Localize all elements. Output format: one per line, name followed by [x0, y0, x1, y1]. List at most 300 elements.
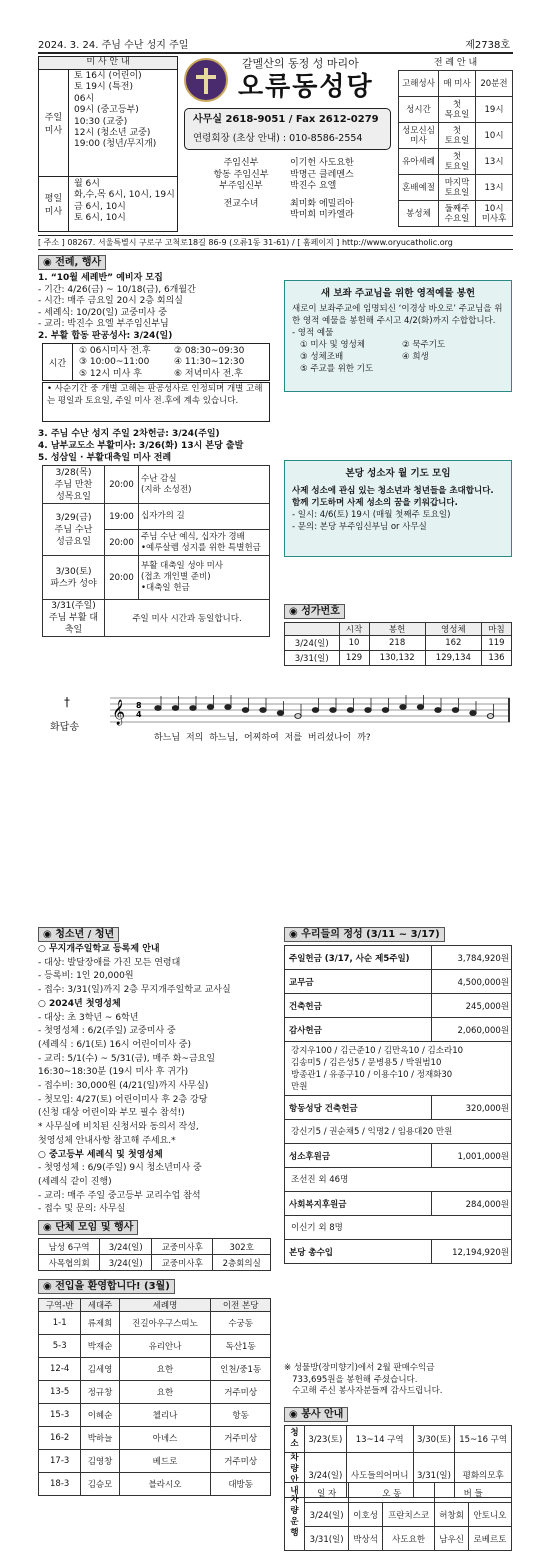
newcomer-cell: 17-3 [39, 1450, 81, 1473]
spiritual-offering-item: ⑤ 주교를 위한 기도 [300, 364, 374, 374]
group-cell: 교중미사후 [152, 1255, 213, 1271]
service-heading-text: 봉사 안내 [301, 1409, 344, 1420]
offering-amount: 1,001,000원 [432, 1144, 512, 1168]
triduum-desc: 수난 감실 (지하 소성전) [139, 466, 270, 504]
triduum-time: 20:00 [105, 466, 139, 504]
car-guide-label: 차량 안내 [285, 1453, 305, 1498]
triduum-row [43, 556, 270, 600]
triduum-row [43, 466, 270, 504]
hymn-cell: 3/24(일) [285, 636, 340, 651]
staff-row [200, 158, 354, 170]
offering-row [285, 1216, 512, 1240]
offering-label: 본당 총수입 [285, 1240, 432, 1264]
offering-donors: 조선진 외 46명 [285, 1168, 512, 1192]
group-cell: 3/24(일) [100, 1255, 152, 1271]
svg-text:8: 8 [136, 701, 142, 710]
drive-cell: 안토니오 [468, 1503, 511, 1527]
newcomer-cell: 박하늘 [81, 1427, 119, 1450]
newcomer-cell: 김승모 [81, 1473, 119, 1496]
psalm-lyrics: 하느님 저의 하느님, 어찌하여 저를 버리셨나이 까? [154, 733, 371, 743]
newcomer-cell: 베드로 [119, 1450, 211, 1473]
drive-cell: 박상석 [349, 1527, 383, 1551]
rite-cell: 고해성사 [399, 71, 439, 97]
youth-line: - 대상: 발달장애를 가진 모든 연령대 [38, 957, 181, 968]
rites-title: 전 례 안 내 [433, 58, 478, 68]
youth-line: * 사무실에 비치된 신청서와 동의서 작성, [38, 1122, 199, 1133]
staff-role [200, 210, 282, 222]
hymn-row [285, 636, 512, 651]
hymn-cell: 119 [481, 636, 511, 651]
confession-note: • 사순기간 중 개별 고해는 판공성사로 인정되며 개별 고해는 평일과 토요일, 주일 미사 전.후에 계속 있습니다. [42, 382, 270, 422]
newcomer-cell: 첼리나 [119, 1404, 211, 1427]
group-cell: 3/24(일) [100, 1239, 152, 1255]
drive-header-row [285, 1483, 512, 1503]
youth-line: 첫영성체 안내사항 참고해 주세요.* [38, 1135, 176, 1146]
liturgy-more [38, 428, 243, 464]
sunday-mass-line: 09시 (중고등부) [74, 105, 139, 116]
confession-slot: ③ 10:00~11:00 [79, 357, 150, 368]
groups-heading-text: 단체 모임 및 행사 [55, 1222, 134, 1233]
triduum-desc: 주님 수난 예식, 십자가 경배 •예루살렘 성지를 위한 특별헌금 [139, 530, 270, 556]
triduum-time: 19:00 [105, 504, 139, 530]
hymn-col-header: 마침 [481, 623, 511, 636]
hymn-cell: 129 [339, 651, 369, 666]
spiritual-offering-title: 새 보좌 주교님을 위한 영적예물 봉헌 [320, 288, 476, 299]
groups-table [38, 1238, 271, 1271]
youth-line: (신청 대상 어린이와 부모 필수 참석!) [38, 1108, 185, 1119]
youth-line: - 접수: 3/31(일)까지 2층 무지개주일학교 교사실 [38, 985, 231, 996]
drive-col-header: 일 자 [305, 1483, 349, 1503]
group-row [39, 1255, 271, 1271]
car-guide-value: 사도들의어머니 [346, 1453, 413, 1498]
newcomer-cell: 항동 [211, 1404, 271, 1427]
drive-cell: 남우신 [435, 1527, 469, 1551]
mass-guide [38, 56, 178, 232]
triduum-row [43, 600, 270, 637]
youth-line: - 첫모임: 4/27(토) 어린이미사 후 2층 강당 [38, 1094, 208, 1105]
triduum-time: 20:00 [105, 530, 139, 556]
triduum-desc: 부활 대축일 성야 미사 (접초 개인별 준비) •대축일 헌금 [139, 556, 270, 600]
triduum-row [43, 504, 270, 530]
offering-label: 주일헌금 (3/17, 사순 제5주일) [285, 946, 432, 970]
groups-heading: ◉ 단체 모임 및 행사 [38, 1220, 138, 1235]
confession-slot: ⑥ 저녁미사 전.후 [174, 368, 243, 379]
drive-col-header: 버 들 [435, 1483, 512, 1503]
confession-slots [79, 346, 269, 380]
weekday-mass-times [74, 179, 175, 225]
rite-row [399, 97, 513, 123]
offering-label: 성소후원금 [285, 1144, 432, 1168]
hymn-col-header [285, 623, 340, 636]
group-cell: 2층회의실 [213, 1255, 271, 1271]
newcomer-cell: 거주미상 [211, 1450, 271, 1473]
issue-number: 제2738호 [465, 40, 510, 51]
page-2 [0, 780, 550, 1560]
car-guide-value: 평화의모후 [455, 1453, 512, 1498]
weekday-mass-label: 평일 미사 [39, 176, 69, 231]
note-head [400, 705, 406, 710]
liturgy-line: - 시간: 매주 금요일 20시 2층 회의실 [38, 296, 183, 307]
newcomer-cell: 인천/중1동 [211, 1358, 271, 1381]
newcomer-cell: 12-4 [39, 1358, 81, 1381]
offering-amount: 245,000원 [432, 994, 512, 1018]
offering-amount: 12,194,920원 [432, 1240, 512, 1264]
newcomer-cell: 수궁동 [211, 1312, 271, 1335]
offering-amount: 3,784,920원 [432, 946, 512, 970]
vocation-prayer-title: 본당 성소자 월 기도 모임 [345, 468, 451, 479]
offering-label: 감사헌금 [285, 1018, 432, 1042]
newcomer-cell: 요한 [119, 1358, 211, 1381]
newcomer-cell: 정규창 [81, 1381, 119, 1404]
newcomer-cell: 1-1 [39, 1312, 81, 1335]
newcomer-cell: 블라시오 [119, 1473, 211, 1496]
note-head [225, 705, 231, 710]
staff-name: 박명근 클레멘스 [290, 169, 354, 180]
rite-cell: 마지막 토요일 [439, 175, 476, 201]
newcomer-cell: 13-5 [39, 1381, 81, 1404]
drive-cell: 사도요한 [382, 1527, 434, 1551]
drive-label: 차량 운행 [285, 1483, 305, 1551]
confession-slot: ④ 11:30~12:30 [174, 357, 245, 368]
newcomer-cell: 거주미상 [211, 1427, 271, 1450]
note-head [470, 711, 476, 716]
newcomer-row [39, 1312, 271, 1335]
confession-label: 시간 [43, 344, 73, 380]
newcomer-row [39, 1427, 271, 1450]
offering-row [285, 1192, 512, 1216]
liturgy-line: - 교리: 박진수 요엘 부주임신부님 [38, 319, 169, 330]
staff-role: 주임신부 [223, 158, 259, 168]
note-head [417, 705, 423, 710]
newcomer-cell: 대방동 [211, 1473, 271, 1496]
rite-row [399, 149, 513, 175]
triduum-desc: 십자가의 길 [139, 504, 270, 530]
group-cell: 302호 [213, 1239, 271, 1255]
group-cell: 사목협의회 [39, 1255, 100, 1271]
psalm-label: 화답송 [50, 722, 79, 733]
drive-col-header: 오 동 [349, 1483, 435, 1503]
note-head [312, 708, 318, 713]
youth-line: (세례식 같이 진행) [38, 1176, 112, 1187]
hymn-cell: 218 [369, 636, 425, 651]
note-head [277, 711, 283, 716]
staff-list [200, 158, 354, 222]
note-head [452, 708, 458, 713]
offering-label: 교무금 [285, 970, 432, 994]
youth-line: - 접수 및 문의: 사무실 [38, 1204, 126, 1215]
address-bar: [ 주소 ] 08267. 서울특별시 구로구 고척로18길 86-9 (오류1동 31-61) / [ 홈페이지 ] http://www.oryucatholic.org [38, 235, 513, 250]
triduum-day: 3/28(목) 주님 만찬 성목요일 [43, 466, 105, 504]
rite-cell: 13시 [476, 175, 513, 201]
offering-table [284, 945, 512, 1264]
newcomer-cell: 박재순 [81, 1335, 119, 1358]
newcomer-cell: 김세영 [81, 1358, 119, 1381]
offering-row [285, 1096, 512, 1120]
drive-cell: 프란치스코 [382, 1503, 434, 1527]
drive-cell: 3/31(일) [305, 1527, 349, 1551]
youth-line: ○ 중고등부 세례식 및 첫영성체 [38, 1149, 163, 1160]
liturgy-line: - 세례식: 10/20(일) 교중미사 중 [38, 307, 167, 318]
newcomers-col-header: 구역-반 [39, 1299, 81, 1312]
psalm-staff [110, 690, 512, 730]
offering-row [285, 1042, 512, 1096]
offering-amount: 320,000원 [432, 1096, 512, 1120]
newcomers-heading: ◉ 전입을 환영합니다! (3월) [38, 1279, 175, 1294]
triduum-table [42, 465, 270, 637]
note-head [435, 708, 441, 713]
staff-role: 항동 주임신부 [213, 169, 269, 180]
newcomer-row [39, 1358, 271, 1381]
office-phone: 사무실 2618-9051 / Fax 2612-0279 [193, 114, 379, 125]
rite-cell: 10시 [476, 123, 513, 149]
offering-label: 건축헌금 [285, 994, 432, 1018]
newcomer-row [39, 1335, 271, 1358]
confession-slot: ⑤ 12시 미사 후 [79, 368, 142, 379]
hymn-heading-text: 성가번호 [301, 606, 340, 617]
note-head [347, 708, 353, 713]
cleaning-date: 3/30(토) [413, 1426, 455, 1453]
newcomers-header-row [39, 1299, 271, 1312]
car-guide-date: 3/24(일) [305, 1453, 347, 1498]
newcomer-cell: 김영창 [81, 1450, 119, 1473]
cleaning-label: 청소 [285, 1426, 305, 1453]
newcomer-cell: 18-3 [39, 1473, 81, 1496]
offering-row [285, 994, 512, 1018]
youth-heading-text: 청소년 / 청년 [55, 929, 115, 940]
drive-cell: 로베르토 [468, 1527, 511, 1551]
newcomer-cell: 이혜순 [81, 1404, 119, 1427]
offering-heading-text: 우리들의 정성 (3/11 ~ 3/17) [301, 929, 440, 940]
rite-row [399, 201, 513, 227]
confession-slot: ① 06시미사 전.후 [79, 346, 151, 356]
spiritual-offering-item: ② 묵주기도 [402, 340, 446, 350]
newcomer-row [39, 1404, 271, 1427]
liturgy-line: 2. 부활 합동 판공성사: 3/24(일) [38, 330, 173, 341]
hymn-col-header: 시작 [339, 623, 369, 636]
sunday-mass-line: 12시 (청소년 교중) [74, 128, 151, 139]
cleaning-value: 13~14 구역 [346, 1426, 413, 1453]
cross-mark: † [64, 695, 70, 709]
sunday-mass-line: 06시 [74, 93, 95, 104]
hymn-cell: 162 [425, 636, 481, 651]
staff-name: 최미화 에밀리아 [290, 198, 354, 209]
youth-line: - 등록비: 1인 20,000원 [38, 971, 134, 982]
offering-donors: 이신기 외 8명 [285, 1216, 512, 1240]
spiritual-offering-list-head: - 영적 예물 [292, 328, 334, 338]
sunday-mass-label: 주일 미사 [39, 70, 69, 176]
staff-row [200, 170, 354, 182]
newcomer-cell: 독산1동 [211, 1335, 271, 1358]
hymn-row [285, 651, 512, 666]
service-heading: ◉ 봉사 안내 [284, 1407, 348, 1422]
rite-cell: 19시 [476, 97, 513, 123]
rite-cell: 매 미사 [439, 71, 476, 97]
youth-line: 16:30~18:30분 (19시 미사 후 귀가) [38, 1067, 189, 1078]
note-head [242, 708, 248, 713]
youth-line: - 교리: 매주 주일 중고등부 교리수업 참석 [38, 1190, 201, 1201]
confession-slot: ② 08:30~09:30 [174, 346, 245, 356]
spiritual-offering-item: ④ 희생 [402, 352, 429, 362]
offering-donors: 강신기5 / 권순채5 / 익명2 / 임용대20 만원 [285, 1120, 512, 1144]
liturgy-more-line: 3. 주님 수난 성지 주일 2차헌금: 3/24(주일) [38, 429, 220, 439]
offering-heading: ◉ 우리들의 정성 (3/11 ~ 3/17) [284, 927, 445, 942]
note-head [207, 705, 213, 710]
rite-cell: 혼배예절 [399, 175, 439, 201]
youth-line: - 첫영성체 : 6/9(주일) 9시 청소년미사 중 [38, 1163, 202, 1174]
youth-line: ○ 2024년 첫영성체 [38, 998, 121, 1009]
note-head [190, 706, 196, 711]
spiritual-offering-item: ③ 성체조배 [300, 352, 344, 362]
sunday-mass-line: 10:30 (교중) [74, 116, 128, 127]
weekday-mass-line: 화,수,목 6시, 10시, 19시 [74, 190, 175, 201]
newcomers-col-header: 세례명 [119, 1299, 211, 1312]
newcomer-cell: 5-3 [39, 1335, 81, 1358]
offering-row [285, 1018, 512, 1042]
hymn-col-header: 봉헌 [369, 623, 425, 636]
rite-cell: 20분전 [476, 71, 513, 97]
drive-cell: 3/24(일) [305, 1503, 349, 1527]
rite-row [399, 175, 513, 201]
liturgy-more-line: 4. 남부교도소 부활미사: 3/26(화) 13시 본당 출발 [38, 441, 244, 451]
offering-row [285, 970, 512, 994]
youth-line: - 대상: 초 3학년 ~ 6학년 [38, 1012, 139, 1023]
spiritual-offering-body: 새로이 보좌주교에 임명되신 ‘이경상 바오로’ 주교님을 위한 영적 예물을 봉헌해 주시고 4/2(화)까지 수합합니다. [292, 304, 503, 326]
sunday-mass-times [74, 71, 156, 151]
cleaning-value: 15~16 구역 [455, 1426, 512, 1453]
drive-table [284, 1482, 512, 1551]
newcomer-row [39, 1381, 271, 1404]
office-box [184, 108, 391, 150]
rite-cell: 첫 토요일 [439, 149, 476, 175]
parish-subtitle: 갈멜산의 동정 성 마리아 [242, 57, 359, 70]
offering-amount: 2,060,000원 [432, 1018, 512, 1042]
rite-cell: 성모신심 미사 [399, 123, 439, 149]
note-head [172, 706, 178, 711]
funeral-contact: 연령회장 (초상 안내) : 010-8586-2554 [193, 133, 363, 144]
staff-name: 박진수 요엘 [290, 181, 337, 191]
newcomer-cell: 16-2 [39, 1427, 81, 1450]
weekday-mass-line: 금 6시, 10시 [74, 201, 126, 212]
group-row [39, 1239, 271, 1255]
staff-row [200, 210, 354, 222]
rite-cell: 봉성체 [399, 201, 439, 227]
youth-heading: ◉ 청소년 / 청년 [38, 927, 119, 942]
rite-cell: 성시간 [399, 97, 439, 123]
vocation-prayer-lines [292, 509, 504, 533]
spiritual-offering-item: ① 미사 및 영성체 [300, 340, 365, 350]
spiritual-offering-box [284, 280, 512, 392]
staff-row [200, 181, 354, 193]
rite-cell: 유아세례 [399, 149, 439, 175]
offering-row [285, 946, 512, 970]
sunday-mass-line: 토 16시 (어린이) [74, 71, 142, 81]
issue-date: 2024. 3. 24. 주님 수난 성지 주일 [38, 40, 189, 51]
spiritual-offering-items [292, 339, 504, 375]
liturgy-heading: ◉ 전례, 행사 [38, 255, 106, 270]
offering-amount: 4,500,000원 [432, 970, 512, 994]
liturgy-line: - 기간: 4/26(금) ~ 10/18(금), 6개월간 [38, 284, 196, 295]
liturgy-items [38, 273, 196, 343]
drive-cell: 이호성 [349, 1503, 383, 1527]
offering-note: ※ 성물방(장미향기)에서 2월 판매수익금 733,695원을 봉헌해 주셨습니다. 수고해 주신 봉사자분들께 감사드립니다. [284, 1363, 443, 1396]
confession-times [42, 343, 270, 381]
offering-donors: 강지우100 / 김근준10 / 김만옥10 / 김소라10 김송미5 / 김은성5 / 문병용5 / 박원범10 방종관1 / 유종구10 / 이용수10 / 정재화30 만원 [285, 1042, 512, 1096]
newcomer-cell: 진길아우구스띠노 [119, 1312, 211, 1335]
rite-row [399, 123, 513, 149]
youth-line: - 접수비: 30,000원 (4/21(일)까지 사무실) [38, 1081, 209, 1092]
rite-row [399, 71, 513, 97]
hymn-cell: 130,132 [369, 651, 425, 666]
rite-cell: 첫 토요일 [439, 123, 476, 149]
triduum-time: 20:00 [105, 556, 139, 600]
offering-label: 항동성당 건축헌금 [285, 1096, 432, 1120]
newcomers-col-header: 이전 본당 [211, 1299, 271, 1312]
hymn-cell: 136 [481, 651, 511, 666]
drive-row [285, 1503, 512, 1527]
newcomer-cell: 요한 [119, 1381, 211, 1404]
triduum-day: 3/29(금) 주님 수난 성금요일 [43, 504, 105, 556]
note-head [365, 708, 371, 713]
hymn-heading: ◉ 성가번호 [284, 604, 345, 619]
offering-label: 사회복지후원금 [285, 1192, 432, 1216]
drive-row [285, 1527, 512, 1551]
youth-line: - 교리: 5/1(수) ~ 5/31(금), 매주 화~금요일 [38, 1053, 216, 1064]
staff-name: 박미희 미카엘라 [290, 210, 354, 220]
youth-line: ○ 무지개주일학교 등록제 안내 [38, 944, 160, 954]
offering-row [285, 1144, 512, 1168]
triduum-day: 3/31(주일) 주님 부활 대축일 [43, 600, 105, 637]
newcomers-col-header: 세대주 [81, 1299, 119, 1312]
offering-row [285, 1240, 512, 1264]
vocation-prayer-line: - 문의: 본당 부주임신부님 or 사무실 [292, 522, 427, 532]
hymn-cell: 129,134 [425, 651, 481, 666]
offering-row [285, 1168, 512, 1192]
rite-cell: 10시 미사후 [476, 201, 513, 227]
triduum-desc: 주일 미사 시간과 동일합니다. [105, 600, 270, 637]
car-guide-date: 3/31(일) [413, 1453, 455, 1498]
sunday-mass-line: 토 19시 (특전) [74, 82, 133, 93]
liturgy-line: 1. “10월 세례반” 예비자 모집 [38, 273, 163, 283]
offering-amount: 284,000원 [432, 1192, 512, 1216]
vocation-prayer-box [284, 460, 512, 557]
staff-name: 이기헌 사도요한 [290, 158, 354, 168]
note-head [330, 708, 336, 713]
rite-cell: 첫 목요일 [439, 97, 476, 123]
newcomer-row [39, 1473, 271, 1496]
vocation-prayer-body: 사제 성소에 관심 있는 청소년과 청년들을 초대합니다. 함께 기도하며 사제 성소의 꿈을 키워갑니다. [292, 486, 494, 508]
group-cell: 남성 6구역 [39, 1239, 100, 1255]
drive-cell: 허창회 [435, 1503, 469, 1527]
newcomer-cell: 거주미상 [211, 1381, 271, 1404]
newcomer-cell: 아녜스 [119, 1427, 211, 1450]
weekday-mass-line: 월 6시 [74, 179, 100, 189]
staff-row [200, 199, 354, 211]
triduum-day: 3/30(토) 파스카 성야 [43, 556, 105, 600]
newcomer-cell: 15-3 [39, 1404, 81, 1427]
weekday-mass-line: 토 6시, 10시 [74, 213, 126, 224]
note-head [155, 706, 161, 711]
vocation-prayer-line: - 일시: 4/6(토) 19시 (매월 첫째주 토요일) [292, 510, 451, 520]
offering-row [285, 1120, 512, 1144]
newcomer-row [39, 1450, 271, 1473]
youth-line: (세례식 : 6/1(토) 16시 어린이미사 중) [38, 1039, 191, 1050]
newcomers-heading-text: 전입을 환영합니다! (3월) [55, 1281, 170, 1292]
rites-table [398, 70, 513, 227]
hymn-cell: 10 [339, 636, 369, 651]
youth-items [38, 943, 231, 1217]
note-head [382, 708, 388, 713]
cleaning-date: 3/23(토) [305, 1426, 347, 1453]
